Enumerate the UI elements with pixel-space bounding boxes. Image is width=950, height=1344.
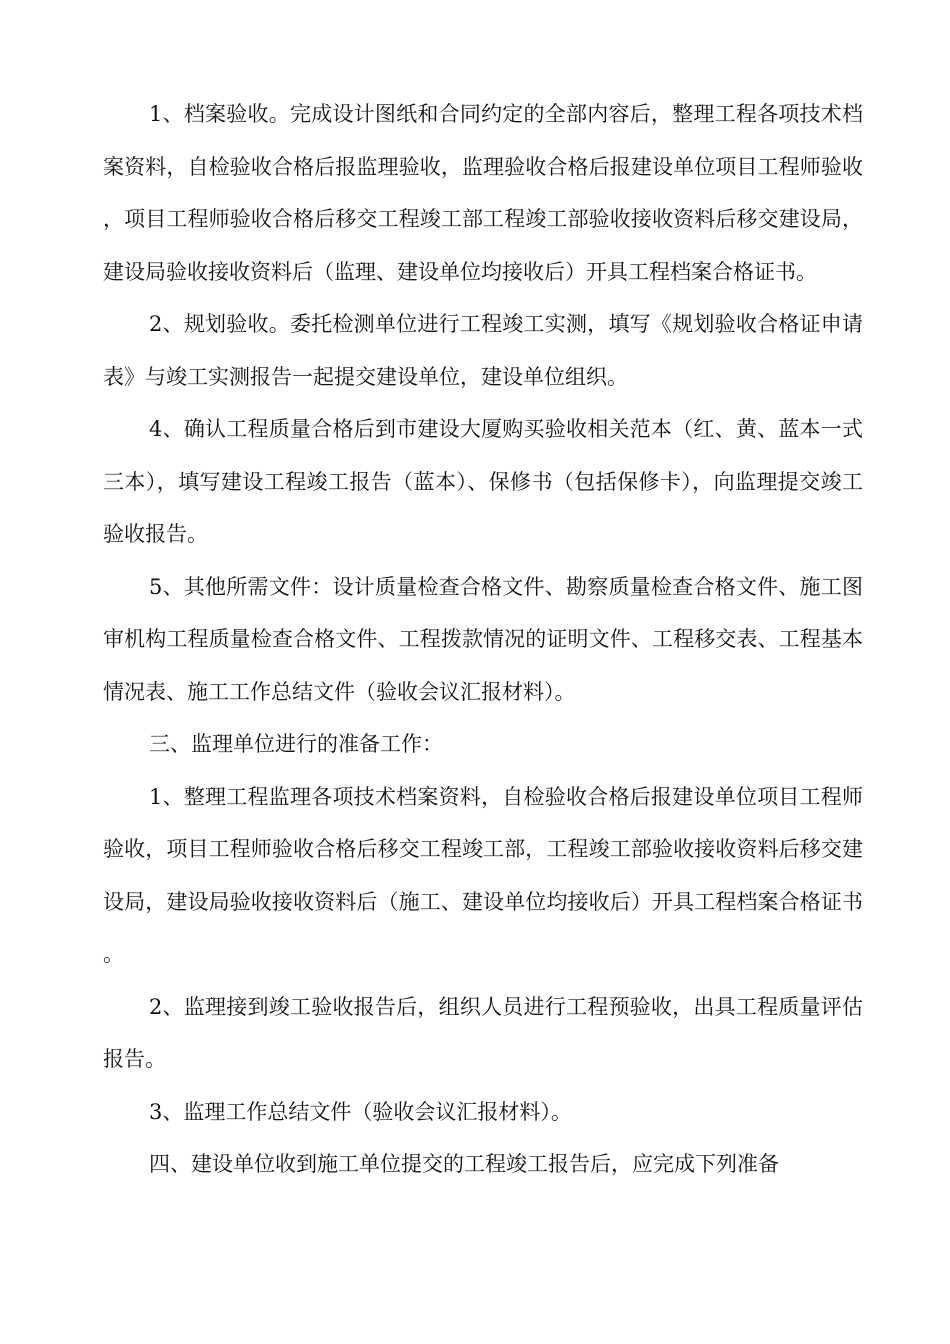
- paragraph-quality-confirmation: 4、确认工程质量合格后到市建设大厦购买验收相关范本（红、黄、蓝本一式三本），填写建设工程竣工报告（蓝本）、保修书（包括保修卡），向监理提交竣工验收报告。: [103, 417, 863, 546]
- paragraph-archive-acceptance: 1、档案验收。完成设计图纸和合同约定的全部内容后，整理工程各项技术档案资料，自检验收合格后报监理验收，监理验收合格后报建设单位项目工程师验收，项目工程师验收合格后移交工程竣工部工程竣工部验收接收资料后移交建设局，建设局验收接收资料后（监理、建设单位均接收后）开具工程档案合格证书。: [103, 102, 863, 284]
- section-heading-supervision-preparation: 三、监理单位进行的准备工作：: [149, 732, 443, 756]
- paragraph-supervision-archives: 1、整理工程监理各项技术档案资料，自检验收合格后报建设单位项目工程师验收，项目工程师验收合格后移交工程竣工部，工程竣工部验收接收资料后移交建设局，建设局验收接收资料后（施工、建设单位均接收后）开具工程档案合格证书。: [103, 784, 863, 966]
- paragraph-supervision-summary: 3、监理工作总结文件（验收会议汇报材料）。: [149, 1099, 572, 1124]
- paragraph-other-documents: 5、其他所需文件：设计质量检查合格文件、勘察质量检查合格文件、施工图审机构工程质量检查合格文件、工程拨款情况的证明文件、工程移交表、工程基本情况表、施工工作总结文件（验收会议汇报材料）。: [103, 574, 863, 704]
- paragraph-planning-acceptance: 2、规划验收。委托检测单位进行工程竣工实测，填写《规划验收合格证申请表》与竣工实测报告一起提交建设单位，建设单位组织。: [103, 312, 863, 389]
- section-heading-owner-preparation: 四、建设单位收到施工单位提交的工程竣工报告后，应完成下列准备: [149, 1152, 779, 1176]
- paragraph-pre-acceptance: 2、监理接到竣工验收报告后，组织人员进行工程预验收，出具工程质量评估报告。: [103, 994, 863, 1071]
- document-body: [103, 88, 863, 1191]
